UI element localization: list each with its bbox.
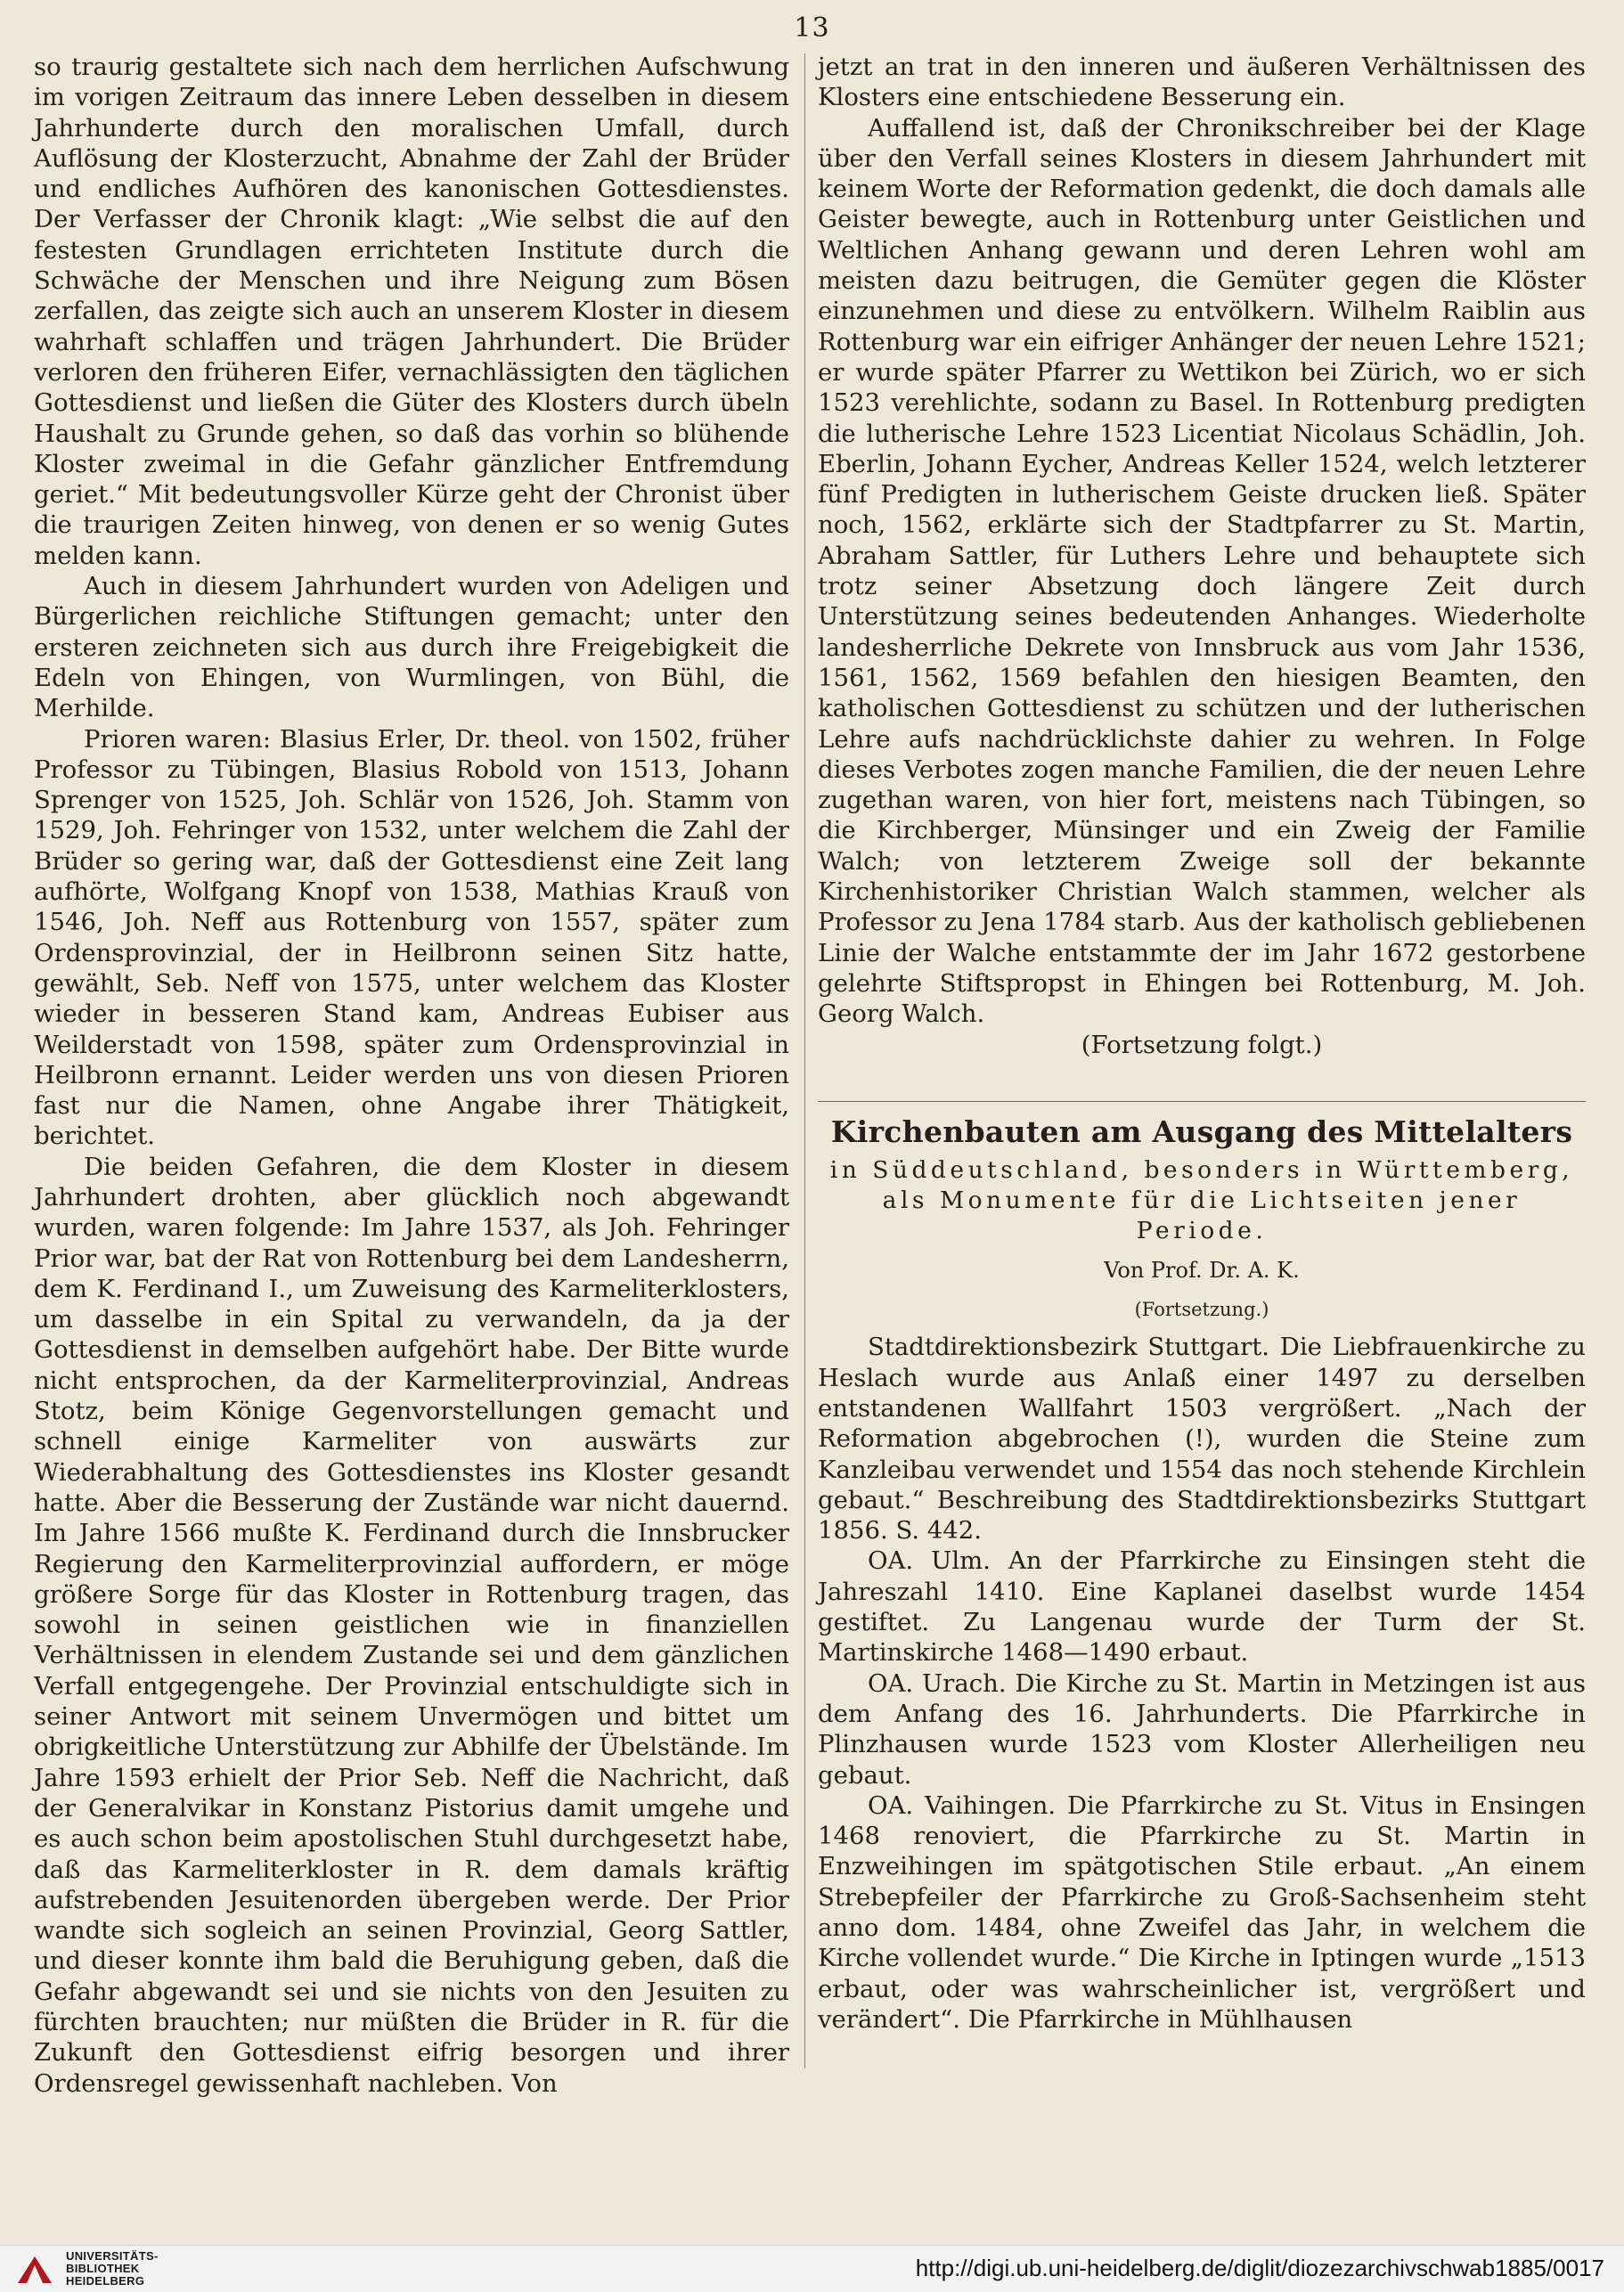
article-continuation: (Fortsetzung.) bbox=[1134, 1299, 1269, 1321]
paragraph-urach: OA. Urach. Die Kirche zu St. Martin in Metzingen ist aus dem Anfang des 16. Jahrhunderts. Die Pfarrkirche in Plinzhausen wurde 1523 vom Kloster Allerheiligen neu gebaut. bbox=[818, 1668, 1586, 1790]
article-subtitle: in Süddeutschland, besonders in Württemberg, als Monumente für die Lichtseiten jener Periode. bbox=[829, 1155, 1574, 1244]
right-column bbox=[818, 52, 1586, 2035]
source-url-link[interactable]: http://digi.ub.uni-heidelberg.de/diglit/diozezarchivschwab1885/0017 bbox=[915, 2255, 1604, 2281]
paragraph-endowments: Auch in diesem Jahrhundert wurden von Adeligen und Bürgerlichen reichliche Stiftungen gemacht; unter den ersteren zeichneten sich aus durch ihre Freigebigkeit die Edeln von Ehingen, von Wurmlingen, von Bühl, die Merhilde. bbox=[34, 572, 789, 723]
university-library-logo-icon bbox=[14, 2253, 55, 2287]
article-separator bbox=[818, 1101, 1586, 1102]
page-number: 13 bbox=[794, 12, 830, 44]
to-be-continued: (Fortsetzung folgt.) bbox=[1081, 1030, 1323, 1059]
column-divider bbox=[804, 53, 805, 2068]
paragraph-ulm: OA. Ulm. An der Pfarrkirche zu Einsingen steht die Jahreszahl 1410. Eine Kaplanei daselbst wurde 1454 gestiftet. Zu Langenau wurde der Turm der St. Martinskirche 1468—1490 erbaut. bbox=[818, 1546, 1586, 1668]
paragraph-improvement: jetzt an trat in den inneren und äußeren Verhältnissen des Klosters eine entschiedene Besserung ein. bbox=[818, 53, 1586, 112]
viewer-footer bbox=[0, 2245, 1624, 2292]
article-title: Kirchenbauten am Ausgang des Mittelalters bbox=[830, 1113, 1573, 1149]
left-column bbox=[34, 52, 789, 2099]
article-byline: Von Prof. Dr. A. K. bbox=[1104, 1257, 1300, 1283]
paragraph-stuttgart: Stadtdirektionsbezirk Stuttgart. Die Liebfrauenkirche zu Heslach wurde aus Anlaß einer 1497 zu derselben entstandenen Wallfahrt 1503 vergrößert. „Nach der Reformation abgebrochen (!), wurden die Steine zum Kanzleibau verwendet und 1554 das noch stehende Kirchlein gebaut.“ Beschreibung des Stadtdirektionsbezirks Stuttgart 1856. S. 442. bbox=[818, 1333, 1586, 1546]
library-name: UNIVERSITÄTS- BIBLIOTHEK HEIDELBERG bbox=[66, 2249, 159, 2288]
paragraph-vaihingen: OA. Vaihingen. Die Pfarrkirche zu St. Vitus in Ensingen 1468 renoviert, die Pfarrkirche zu St. Martin in Enzweihingen im spätgotischen Stile erbaut. „An einem Strebepfeiler der Pfarrkirche zu Groß-Sachsenheim steht anno dom. 1484, ohne Zweifel das Jahr, in welchem die Kirche vollendet wurde.“ Die Kirche in Iptingen wurde „1513 erbaut, oder was wahrscheinlicher ist, vergrößert und verändert“. Die Pfarrkirche in Mühlhausen bbox=[818, 1790, 1586, 2034]
paragraph-priors: Prioren waren: Blasius Erler, Dr. theol. von 1502, früher Professor zu Tübingen, Blasius Robold von 1513, Johann Sprenger von 1525, Joh. Schlär von 1526, Joh. Stamm von 1529, Joh. Fehringer von 1532, unter welchem die Zahl der Brüder so gering war, daß der Gottesdienst eine Zeit lang aufhörte, Wolfgang Knopf von 1538, Mathias Krauß von 1546, Joh. Neff aus Rottenburg von 1557, später zum Ordensprovinzial, der in Heilbronn seinen Sitz hatte, gewählt, Seb. Neff von 1575, unter welchem das Kloster wieder in besseren Stand kam, Andreas Eubiser aus Weilderstadt von 1598, später zum Ordensprovinzial in Heilbronn ernannt. Leider werden uns von diesen Prioren fast nur die Namen, ohne Angabe ihrer Thätigkeit, berichtet. bbox=[34, 724, 789, 1151]
paragraph-dangers: Die beiden Gefahren, die dem Kloster in diesem Jahrhundert drohten, aber glücklich noch abgewandt wurden, waren folgende: Im Jahre 1537, als Joh. Fehringer Prior war, bat der Rat von Rottenburg bei dem Landesherrn, dem K. Ferdinand I., um Zuweisung des Karmeliterklosters, um dasselbe in ein Spital zu verwandeln, da ja der Gottesdienst in demselben aufgehört habe. Der Bitte wurde nicht entsprochen, da der Karmeliterprovinzial, Andreas Stotz, beim Könige Gegenvorstellungen gemacht und schnell einige Karmeliter von auswärts zur Wiederabhaltung des Gottesdienstes ins Kloster gesandt hatte. Aber die Besserung der Zustände war nicht dauernd. Im Jahre 1566 mußte K. Ferdinand durch die Innsbrucker Regierung den Karmeliterprovinzial auffordern, er möge größere Sorge für das Kloster in Rottenburg tragen, das sowohl in seinen geistlichen wie in finanziellen Verhältnissen in elendem Zustande sei und dem gänzlichen Verfall entgegengehe. Der Provinzial entschuldigte sich in seiner Antwort mit seinem Unvermögen und bittet um obrigkeitliche Unterstützung zur Abhilfe der Übelstände. Im Jahre 1593 erhielt der Prior Seb. Neff die Nachricht, daß der Generalvikar in Konstanz Pistorius damit umgehe und es auch schon beim apostolischen Stuhl durchgesetzt habe, daß das Karmeliterkloster in R. dem damals kräftig aufstrebenden Jesuitenorden übergeben werde. Der Prior wandte sich sogleich an seinen Provinzial, Georg Sattler, und dieser konnte ihm bald die Beruhigung geben, daß die Gefahr abgewandt sei und sie nichts von den Jesuiten zu fürchten brauchten; nur müßten die Brüder in R. für die Zukunft den Gottesdienst eifrig besorgen und ihrer Ordensregel gewissenhaft nachleben. Von bbox=[34, 1152, 789, 2098]
paragraph-reformation: Auffallend ist, daß der Chronikschreiber bei der Klage über den Verfall seines Klosters in diesem Jahrhundert mit keinem Worte der Reformation gedenkt, die doch damals alle Geister bewegte, auch in Rottenburg unter Geistlichen und Weltlichen Anhang gewann und deren Lehren wohl am meisten dazu beitrugen, die Gemüter gegen die Klöster einzunehmen und diese zu entvölkern. Wilhelm Raiblin aus Rottenburg war ein eifriger Anhänger der neuen Lehre 1521; er wurde später Pfarrer zu Wettikon bei Zürich, wo er sich 1523 verehlichte, sodann zu Basel. In Rottenburg predigten die lutherische Lehre 1523 Licentiat Nicolaus Schädlin, Joh. Eberlin, Johann Eycher, Andreas Keller 1524, welch letzterer fünf Predigten in lutherischem Geiste drucken ließ. Später noch, 1562, erklärte sich der Stadtpfarrer zu St. Martin, Abraham Sattler, für Luthers Lehre und behauptete sich trotz seiner Absetzung doch längere Zeit durch Unterstützung seines bedeutenden Anhanges. Wiederholte landesherrliche Dekrete von Innsbruck aus vom Jahr 1536, 1561, 1562, 1569 befahlen den hiesigen Beamten, den katholischen Gottesdienst zu schützen und der lutherischen Lehre aufs nachdrücklichste dahier zu wehren. In Folge dieses Verbotes zogen manche Familien, die der neuen Lehre zugethan waren, von hier fort, meistens nach Tübingen, so die Kirchberger, Münsinger und ein Zweig der Familie Walch; von letzterem Zweige soll der bekannte Kirchenhistoriker Christian Walch stammen, welcher als Professor zu Jena 1784 starb. Aus der katholisch gebliebenen Linie der Walche entstammte der im Jahr 1672 gestorbene gelehrte Stiftspropst in Ehingen bei Rottenburg, M. Joh. Georg Walch. bbox=[818, 113, 1586, 1029]
paragraph-decline: so traurig gestaltete sich nach dem herrlichen Aufschwung im vorigen Zeitraum das innere Leben desselben in diesem Jahrhunderte durch den moralischen Umfall, durch Auflösung der Klosterzucht, Abnahme der Zahl der Brüder und endliches Aufhören des kanonischen Gottesdienstes. Der Verfasser der Chronik klagt: „Wie selbst die auf den festesten Grundlagen errichteten Institute durch die Schwäche der Menschen und ihre Neigung zum Bösen zerfallen, das zeigte sich auch an unserem Kloster in diesem wahrhaft schlaffen und trägen Jahrhundert. Die Brüder verloren den früheren Eifer, vernachlässigten den täglichen Gottesdienst und ließen die Güter des Klosters durch übeln Haushalt zu Grunde gehen, so daß das vorhin so blühende Kloster zweimal in die Gefahr gänzlicher Entfremdung geriet.“ Mit bedeutungsvoller Kürze geht der Chronist über die traurigen Zeiten hinweg, von denen er so wenig Gutes melden kann. bbox=[34, 53, 789, 570]
